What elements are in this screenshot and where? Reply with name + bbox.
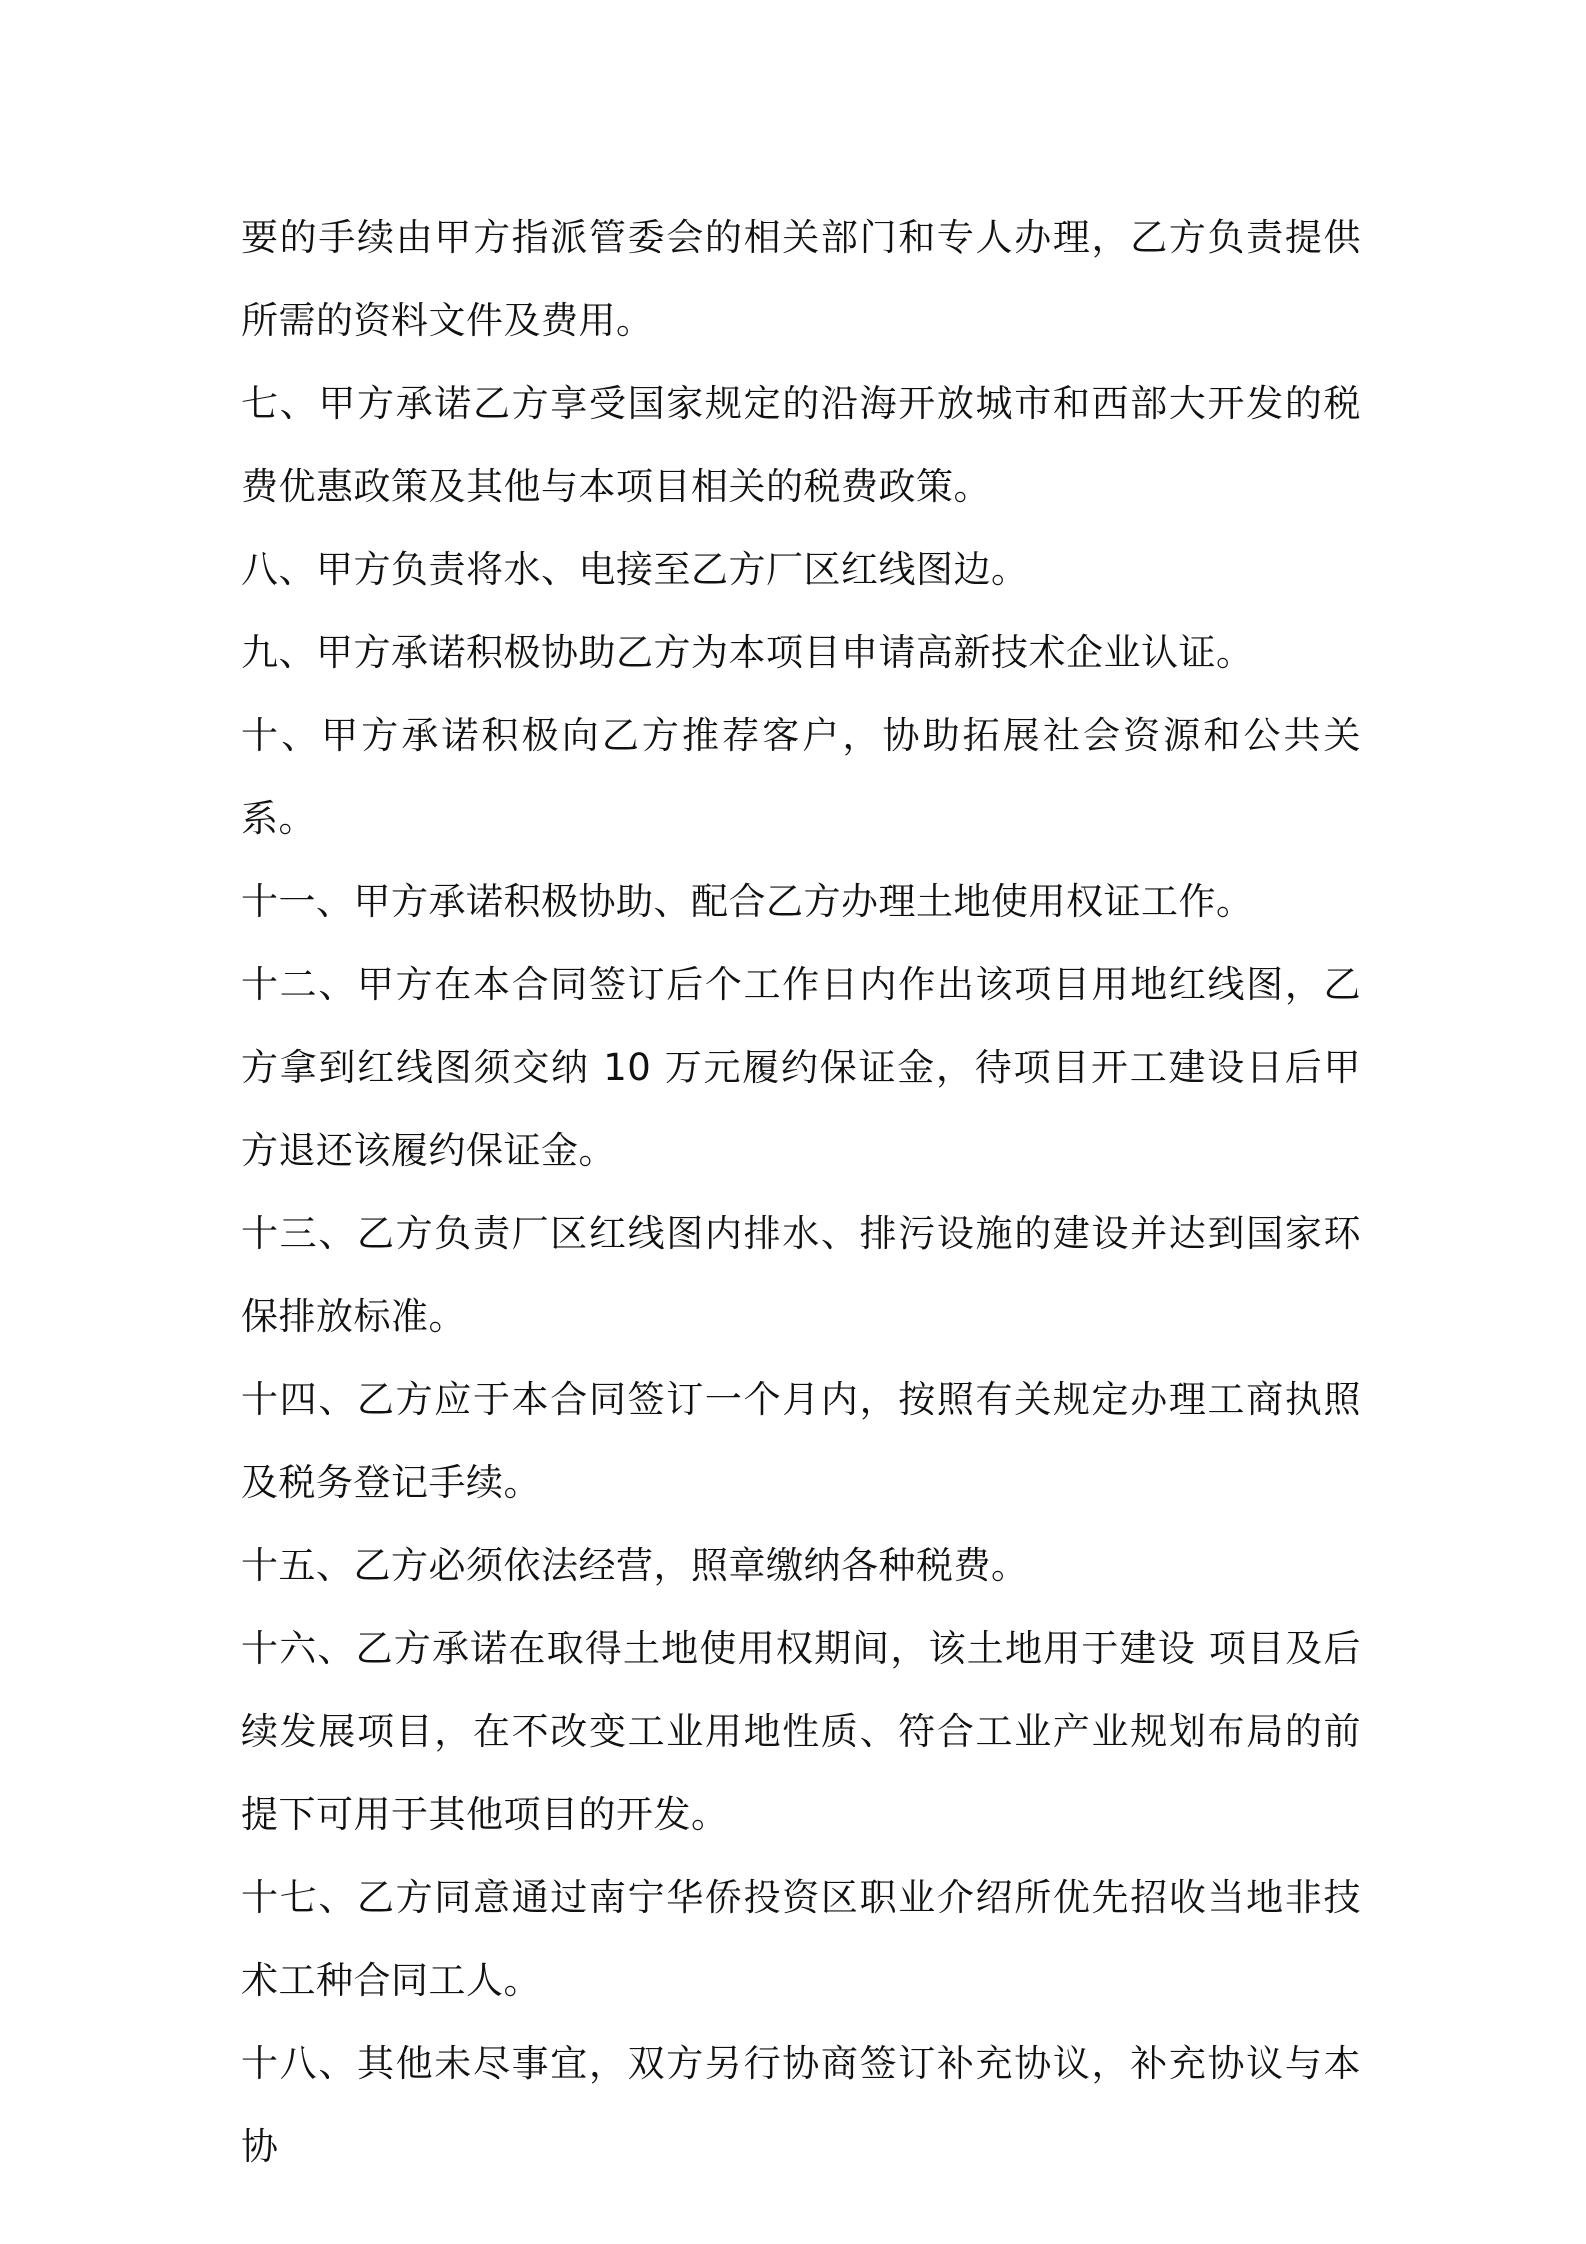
clause-12: 十二、甲方在本合同签订后个工作日内作出该项目用地红线图，乙方拿到红线图须交纳 10 万元履约保证金，待项目开工建设日后甲方退还该履约保证金。 (241, 963, 1361, 1172)
clause-17: 十七、乙方同意通过南宁华侨投资区职业介绍所优先招收当地非技术工种合同工人。 (241, 1876, 1361, 2002)
clause-18: 十八、其他未尽事宜，双方另行协商签订补充协议，补充协议与本协 (241, 2042, 1361, 2168)
clause-8: 八、甲方负责将水、电接至乙方厂区红线图边。 (241, 548, 1029, 591)
clause-9: 九、甲方承诺积极协助乙方为本项目申请高新技术企业认证。 (241, 631, 1254, 674)
contract-body (241, 196, 1361, 2188)
clause-16: 十六、乙方承诺在取得土地使用权期间，该土地用于建设 项目及后续发展项目，在不改变工业用地性质、符合工业产业规划布局的前提下可用于其他项目的开发。 (241, 1627, 1361, 1836)
clause-13: 十三、乙方负责厂区红线图内排水、排污设施的建设并达到国家环保排放标准。 (241, 1212, 1361, 1338)
paragraph-continuation: 要的手续由甲方指派管委会的相关部门和专人办理，乙方负责提供所需的资料文件及费用。 (241, 216, 1361, 342)
clause-11: 十一、甲方承诺积极协助、配合乙方办理土地使用权证工作。 (241, 880, 1254, 923)
clause-14: 十四、乙方应于本合同签订一个月内，按照有关规定办理工商执照及税务登记手续。 (241, 1378, 1361, 1504)
clause-15: 十五、乙方必须依法经营，照章缴纳各种税费。 (241, 1544, 1029, 1587)
clause-7: 七、甲方承诺乙方享受国家规定的沿海开放城市和西部大开发的税费优惠政策及其他与本项目相关的税费政策。 (241, 382, 1361, 508)
clause-10: 十、甲方承诺积极向乙方推荐客户，协助拓展社会资源和公共关系。 (241, 714, 1361, 840)
